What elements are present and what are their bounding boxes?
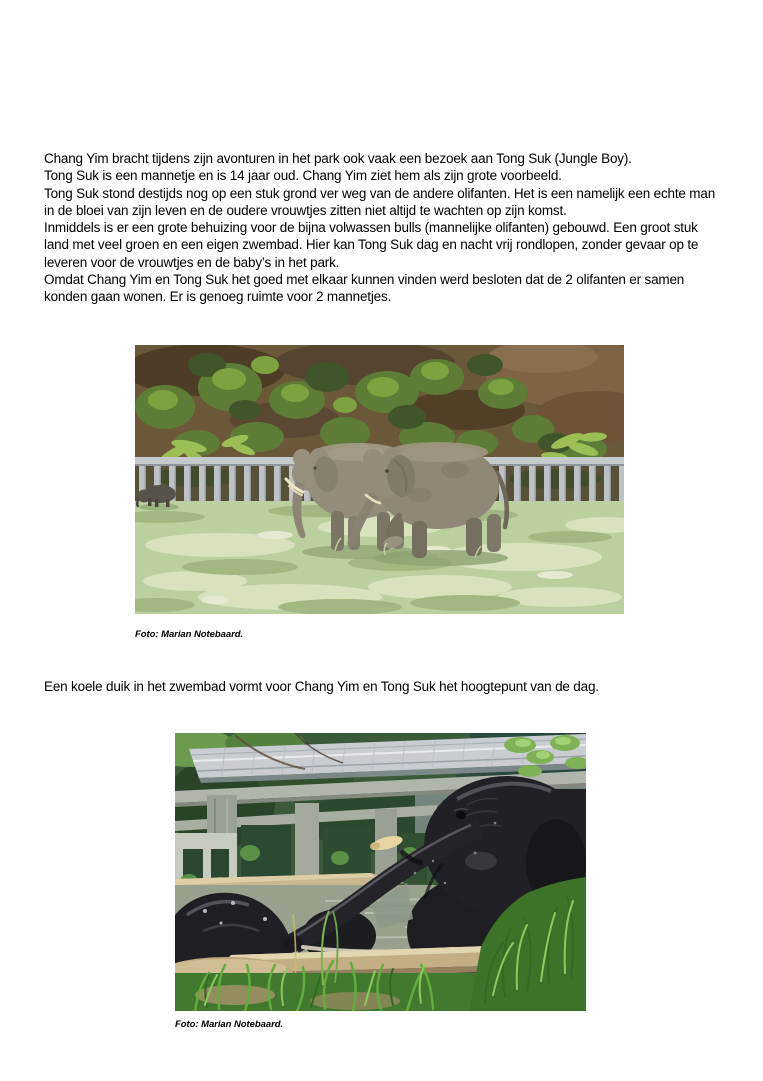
- photo1-caption: Foto: Marian Notebaard.: [135, 629, 244, 640]
- photo-elephants-pool: [175, 733, 586, 1011]
- elephants-pool-illustration: [175, 733, 586, 1011]
- body-text-line: Omdat Chang Yim en Tong Suk het goed met elkaar kunnen vinden werd besloten dat de 2 olifanten er samen: [44, 272, 685, 288]
- body-text-line: land met veel groen en een eigen zwembad. Hier kan Tong Suk dag en nacht vrij rondlopen, zonder gevaar op te: [44, 237, 699, 253]
- body-text-line: Tong Suk is een mannetje en is 14 jaar oud. Chang Yim ziet hem als zijn grote voorbeeld.: [44, 168, 562, 184]
- mid-text: Een koele duik in het zwembad vormt voor Chang Yim en Tong Suk het hoogtepunt van de dag.: [44, 679, 599, 694]
- body-text-line: Chang Yim bracht tijdens zijn avonturen in het park ook vaak een bezoek aan Tong Suk (Jungle Boy).: [44, 151, 632, 166]
- body-text-line: Tong Suk stond destijds nog op een stuk grond ver weg van de andere olifanten. Het is een namelijk een echte man: [44, 185, 716, 201]
- photo-elephants-walking: [135, 345, 624, 614]
- body-text-line: leveren voor de vrouwtjes en de baby’s in het park.: [44, 254, 340, 270]
- body-text-line: konden gaan wonen. Er is genoeg ruimte voor 2 mannetjes.: [44, 289, 392, 305]
- photo2-caption: Foto: Marian Notebaard.: [175, 1019, 284, 1030]
- elephants-walking-illustration: [135, 345, 624, 614]
- body-text-line: in de bloei van zijn leven en de oudere vrouwtjes zitten niet altijd te wachten op zijn komst.: [44, 202, 567, 218]
- body-text: [44, 150, 715, 306]
- body-text-line: Inmiddels is er een grote behuizing voor de bijna volwassen bulls (mannelijke olifanten) gebouwd. Een groot stuk: [44, 220, 698, 236]
